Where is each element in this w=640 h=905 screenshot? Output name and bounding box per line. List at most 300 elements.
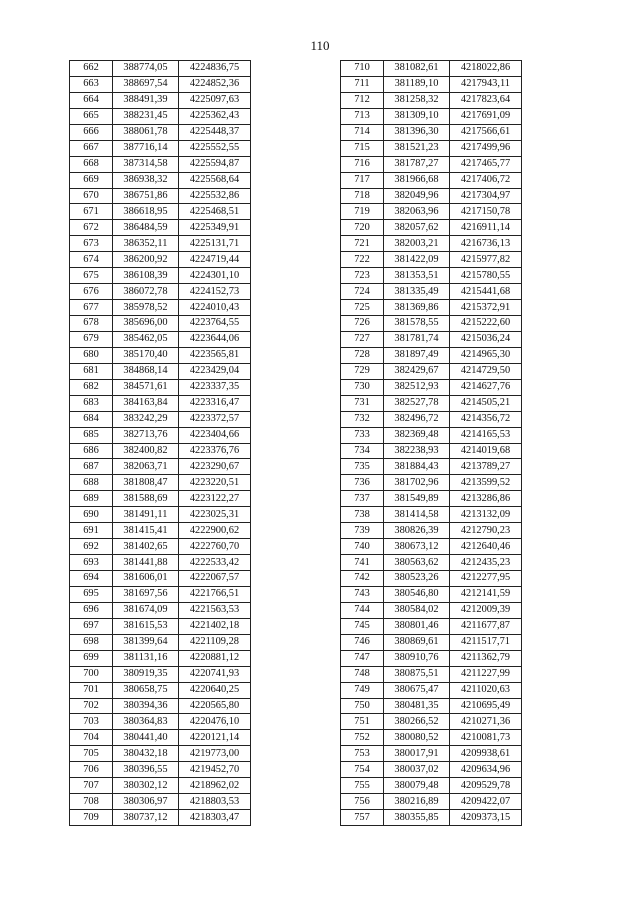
point-number-cell: 751 — [341, 714, 384, 730]
y-coordinate-cell: 4220565,80 — [179, 698, 251, 714]
point-number-cell: 732 — [341, 411, 384, 427]
table-row — [341, 427, 522, 443]
x-coordinate-cell: 381697,56 — [113, 586, 179, 602]
y-coordinate-cell: 4217406,72 — [450, 172, 522, 188]
y-coordinate-cell: 4215372,91 — [450, 300, 522, 316]
table-row — [70, 539, 251, 555]
y-coordinate-cell: 4223376,76 — [179, 443, 251, 459]
table-row — [341, 300, 522, 316]
table-row — [70, 730, 251, 746]
table-row — [341, 682, 522, 698]
table-row — [70, 491, 251, 507]
y-coordinate-cell: 4217304,97 — [450, 188, 522, 204]
point-number-cell: 687 — [70, 459, 113, 475]
point-number-cell: 699 — [70, 650, 113, 666]
table-row — [70, 300, 251, 316]
y-coordinate-cell: 4223220,51 — [179, 475, 251, 491]
x-coordinate-cell: 384163,84 — [113, 395, 179, 411]
y-coordinate-cell: 4211020,63 — [450, 682, 522, 698]
point-number-cell: 717 — [341, 172, 384, 188]
table-row — [70, 108, 251, 124]
y-coordinate-cell: 4221563,53 — [179, 602, 251, 618]
point-number-cell: 678 — [70, 316, 113, 332]
y-coordinate-cell: 4218303,47 — [179, 810, 251, 826]
y-coordinate-cell: 4215977,82 — [450, 252, 522, 268]
table-row — [341, 204, 522, 220]
y-coordinate-cell: 4225097,63 — [179, 92, 251, 108]
point-number-cell: 692 — [70, 539, 113, 555]
x-coordinate-cell: 386938,32 — [113, 172, 179, 188]
y-coordinate-cell: 4217566,61 — [450, 124, 522, 140]
table-row — [341, 156, 522, 172]
y-coordinate-cell: 4209634,96 — [450, 762, 522, 778]
y-coordinate-cell: 4212141,59 — [450, 586, 522, 602]
point-number-cell: 709 — [70, 810, 113, 826]
point-number-cell: 744 — [341, 602, 384, 618]
x-coordinate-cell: 381674,09 — [113, 602, 179, 618]
table-row — [70, 475, 251, 491]
point-number-cell: 686 — [70, 443, 113, 459]
table-row — [70, 698, 251, 714]
x-coordinate-cell: 382496,72 — [384, 411, 450, 427]
x-coordinate-cell: 383242,29 — [113, 411, 179, 427]
x-coordinate-cell: 381402,65 — [113, 539, 179, 555]
point-number-cell: 670 — [70, 188, 113, 204]
point-number-cell: 757 — [341, 810, 384, 826]
y-coordinate-cell: 4212277,95 — [450, 571, 522, 587]
table-row — [70, 427, 251, 443]
x-coordinate-cell: 382512,93 — [384, 379, 450, 395]
y-coordinate-cell: 4212009,39 — [450, 602, 522, 618]
x-coordinate-cell: 380216,89 — [384, 794, 450, 810]
point-number-cell: 680 — [70, 347, 113, 363]
table-row — [70, 523, 251, 539]
y-coordinate-cell: 4212640,46 — [450, 539, 522, 555]
x-coordinate-cell: 386072,78 — [113, 284, 179, 300]
table-row — [341, 268, 522, 284]
point-number-cell: 664 — [70, 92, 113, 108]
x-coordinate-cell: 387716,14 — [113, 140, 179, 156]
point-number-cell: 679 — [70, 331, 113, 347]
coordinate-table-right — [340, 60, 522, 826]
point-number-cell: 688 — [70, 475, 113, 491]
table-row — [70, 794, 251, 810]
point-number-cell: 672 — [70, 220, 113, 236]
table-row — [70, 188, 251, 204]
table-row — [70, 124, 251, 140]
y-coordinate-cell: 4220640,25 — [179, 682, 251, 698]
point-number-cell: 740 — [341, 539, 384, 555]
point-number-cell: 682 — [70, 379, 113, 395]
x-coordinate-cell: 381966,68 — [384, 172, 450, 188]
point-number-cell: 669 — [70, 172, 113, 188]
point-number-cell: 674 — [70, 252, 113, 268]
x-coordinate-cell: 388491,39 — [113, 92, 179, 108]
table-row — [70, 411, 251, 427]
y-coordinate-cell: 4224010,43 — [179, 300, 251, 316]
x-coordinate-cell: 388061,78 — [113, 124, 179, 140]
x-coordinate-cell: 380826,39 — [384, 523, 450, 539]
x-coordinate-cell: 381422,09 — [384, 252, 450, 268]
table-row — [341, 810, 522, 826]
table-row — [341, 284, 522, 300]
x-coordinate-cell: 381521,23 — [384, 140, 450, 156]
table-row — [341, 236, 522, 252]
x-coordinate-cell: 381335,49 — [384, 284, 450, 300]
table-row — [341, 124, 522, 140]
y-coordinate-cell: 4218022,86 — [450, 61, 522, 77]
point-number-cell: 711 — [341, 76, 384, 92]
y-coordinate-cell: 4214356,72 — [450, 411, 522, 427]
x-coordinate-cell: 380919,35 — [113, 666, 179, 682]
y-coordinate-cell: 4218962,02 — [179, 778, 251, 794]
x-coordinate-cell: 387314,58 — [113, 156, 179, 172]
y-coordinate-cell: 4220741,93 — [179, 666, 251, 682]
point-number-cell: 666 — [70, 124, 113, 140]
table-row — [341, 347, 522, 363]
point-number-cell: 738 — [341, 507, 384, 523]
x-coordinate-cell: 381369,86 — [384, 300, 450, 316]
x-coordinate-cell: 381588,69 — [113, 491, 179, 507]
table-row — [70, 762, 251, 778]
x-coordinate-cell: 381309,10 — [384, 108, 450, 124]
x-coordinate-cell: 386352,11 — [113, 236, 179, 252]
table-row — [341, 379, 522, 395]
table-row — [70, 571, 251, 587]
y-coordinate-cell: 4223025,31 — [179, 507, 251, 523]
y-coordinate-cell: 4223644,06 — [179, 331, 251, 347]
table-row — [341, 539, 522, 555]
x-coordinate-cell: 380432,18 — [113, 746, 179, 762]
table-row — [70, 459, 251, 475]
x-coordinate-cell: 381131,16 — [113, 650, 179, 666]
y-coordinate-cell: 4212435,23 — [450, 555, 522, 571]
table-row — [341, 602, 522, 618]
x-coordinate-cell: 380441,40 — [113, 730, 179, 746]
x-coordinate-cell: 380675,47 — [384, 682, 450, 698]
table-row — [70, 76, 251, 92]
table-row — [341, 108, 522, 124]
table-row — [341, 491, 522, 507]
y-coordinate-cell: 4210081,73 — [450, 730, 522, 746]
point-number-cell: 746 — [341, 634, 384, 650]
point-number-cell: 734 — [341, 443, 384, 459]
y-coordinate-cell: 4223316,47 — [179, 395, 251, 411]
table-row — [70, 220, 251, 236]
y-coordinate-cell: 4223372,57 — [179, 411, 251, 427]
table-row — [341, 586, 522, 602]
table-row — [341, 507, 522, 523]
point-number-cell: 729 — [341, 363, 384, 379]
point-number-cell: 745 — [341, 618, 384, 634]
y-coordinate-cell: 4214965,30 — [450, 347, 522, 363]
table-row — [70, 555, 251, 571]
y-coordinate-cell: 4223404,66 — [179, 427, 251, 443]
point-number-cell: 731 — [341, 395, 384, 411]
point-number-cell: 724 — [341, 284, 384, 300]
y-coordinate-cell: 4219773,00 — [179, 746, 251, 762]
y-coordinate-cell: 4216736,13 — [450, 236, 522, 252]
x-coordinate-cell: 381441,88 — [113, 555, 179, 571]
table-row — [70, 347, 251, 363]
page-number: 110 — [310, 38, 330, 53]
table-row — [341, 188, 522, 204]
table-row — [70, 331, 251, 347]
point-number-cell: 718 — [341, 188, 384, 204]
table-row — [70, 236, 251, 252]
point-number-cell: 733 — [341, 427, 384, 443]
point-number-cell: 684 — [70, 411, 113, 427]
x-coordinate-cell: 380801,46 — [384, 618, 450, 634]
table-row — [341, 395, 522, 411]
y-coordinate-cell: 4224852,36 — [179, 76, 251, 92]
y-coordinate-cell: 4223764,55 — [179, 316, 251, 332]
y-coordinate-cell: 4214165,53 — [450, 427, 522, 443]
x-coordinate-cell: 381353,51 — [384, 268, 450, 284]
table-row — [341, 746, 522, 762]
x-coordinate-cell: 380869,61 — [384, 634, 450, 650]
table-row — [341, 459, 522, 475]
point-number-cell: 721 — [341, 236, 384, 252]
table-row — [341, 634, 522, 650]
table-row — [341, 61, 522, 77]
x-coordinate-cell: 380584,02 — [384, 602, 450, 618]
y-coordinate-cell: 4213599,52 — [450, 475, 522, 491]
point-number-cell: 749 — [341, 682, 384, 698]
y-coordinate-cell: 4223429,04 — [179, 363, 251, 379]
x-coordinate-cell: 381606,01 — [113, 571, 179, 587]
point-number-cell: 707 — [70, 778, 113, 794]
table-row — [70, 172, 251, 188]
table-row — [341, 730, 522, 746]
table-row — [341, 76, 522, 92]
x-coordinate-cell: 381808,47 — [113, 475, 179, 491]
table-row — [341, 140, 522, 156]
table-row — [341, 92, 522, 108]
x-coordinate-cell: 380266,52 — [384, 714, 450, 730]
x-coordinate-cell: 385462,05 — [113, 331, 179, 347]
x-coordinate-cell: 386108,39 — [113, 268, 179, 284]
y-coordinate-cell: 4217943,11 — [450, 76, 522, 92]
point-number-cell: 696 — [70, 602, 113, 618]
x-coordinate-cell: 380017,91 — [384, 746, 450, 762]
table-row — [70, 140, 251, 156]
table-row — [70, 746, 251, 762]
x-coordinate-cell: 380563,62 — [384, 555, 450, 571]
table-row — [341, 698, 522, 714]
point-number-cell: 662 — [70, 61, 113, 77]
x-coordinate-cell: 381897,49 — [384, 347, 450, 363]
y-coordinate-cell: 4209422,07 — [450, 794, 522, 810]
table-row — [341, 762, 522, 778]
y-coordinate-cell: 4219452,70 — [179, 762, 251, 778]
table-row — [341, 778, 522, 794]
table-row — [341, 220, 522, 236]
x-coordinate-cell: 380302,12 — [113, 778, 179, 794]
y-coordinate-cell: 4213286,86 — [450, 491, 522, 507]
x-coordinate-cell: 381578,55 — [384, 316, 450, 332]
x-coordinate-cell: 381615,53 — [113, 618, 179, 634]
x-coordinate-cell: 380673,12 — [384, 539, 450, 555]
x-coordinate-cell: 382057,62 — [384, 220, 450, 236]
point-number-cell: 728 — [341, 347, 384, 363]
y-coordinate-cell: 4223337,35 — [179, 379, 251, 395]
point-number-cell: 710 — [341, 61, 384, 77]
y-coordinate-cell: 4210271,36 — [450, 714, 522, 730]
table-row — [341, 475, 522, 491]
table-row — [70, 714, 251, 730]
table-row — [70, 252, 251, 268]
y-coordinate-cell: 4217691,09 — [450, 108, 522, 124]
table-row — [70, 810, 251, 826]
point-number-cell: 700 — [70, 666, 113, 682]
x-coordinate-cell: 382238,93 — [384, 443, 450, 459]
point-number-cell: 689 — [70, 491, 113, 507]
y-coordinate-cell: 4220121,14 — [179, 730, 251, 746]
point-number-cell: 748 — [341, 666, 384, 682]
y-coordinate-cell: 4225568,64 — [179, 172, 251, 188]
y-coordinate-cell: 4222067,57 — [179, 571, 251, 587]
y-coordinate-cell: 4211362,79 — [450, 650, 522, 666]
table-row — [341, 523, 522, 539]
x-coordinate-cell: 380306,97 — [113, 794, 179, 810]
table-row — [70, 586, 251, 602]
x-coordinate-cell: 380658,75 — [113, 682, 179, 698]
x-coordinate-cell: 384868,14 — [113, 363, 179, 379]
table-row — [341, 411, 522, 427]
x-coordinate-cell: 381781,74 — [384, 331, 450, 347]
x-coordinate-cell: 381787,27 — [384, 156, 450, 172]
table-row — [70, 778, 251, 794]
y-coordinate-cell: 4225532,86 — [179, 188, 251, 204]
x-coordinate-cell: 385170,40 — [113, 347, 179, 363]
x-coordinate-cell: 388231,45 — [113, 108, 179, 124]
y-coordinate-cell: 4215441,68 — [450, 284, 522, 300]
point-number-cell: 667 — [70, 140, 113, 156]
y-coordinate-cell: 4220476,10 — [179, 714, 251, 730]
x-coordinate-cell: 381082,61 — [384, 61, 450, 77]
x-coordinate-cell: 388774,05 — [113, 61, 179, 77]
point-number-cell: 750 — [341, 698, 384, 714]
y-coordinate-cell: 4223290,67 — [179, 459, 251, 475]
y-coordinate-cell: 4209938,61 — [450, 746, 522, 762]
x-coordinate-cell: 382527,78 — [384, 395, 450, 411]
x-coordinate-cell: 386618,95 — [113, 204, 179, 220]
point-number-cell: 668 — [70, 156, 113, 172]
table-row — [341, 252, 522, 268]
table-row — [70, 379, 251, 395]
table-row — [70, 602, 251, 618]
point-number-cell: 735 — [341, 459, 384, 475]
table-row — [341, 794, 522, 810]
table-row — [70, 92, 251, 108]
table-row — [341, 571, 522, 587]
x-coordinate-cell: 381491,11 — [113, 507, 179, 523]
y-coordinate-cell: 4213132,09 — [450, 507, 522, 523]
y-coordinate-cell: 4225362,43 — [179, 108, 251, 124]
point-number-cell: 713 — [341, 108, 384, 124]
y-coordinate-cell: 4224152,73 — [179, 284, 251, 300]
x-coordinate-cell: 382063,71 — [113, 459, 179, 475]
point-number-cell: 701 — [70, 682, 113, 698]
table-row — [70, 682, 251, 698]
table-row — [341, 363, 522, 379]
y-coordinate-cell: 4217823,64 — [450, 92, 522, 108]
x-coordinate-cell: 380481,35 — [384, 698, 450, 714]
x-coordinate-cell: 382400,82 — [113, 443, 179, 459]
x-coordinate-cell: 381414,58 — [384, 507, 450, 523]
y-coordinate-cell: 4217465,77 — [450, 156, 522, 172]
table-row — [70, 284, 251, 300]
y-coordinate-cell: 4222760,70 — [179, 539, 251, 555]
point-number-cell: 723 — [341, 268, 384, 284]
point-number-cell: 676 — [70, 284, 113, 300]
point-number-cell: 756 — [341, 794, 384, 810]
y-coordinate-cell: 4214019,68 — [450, 443, 522, 459]
point-number-cell: 706 — [70, 762, 113, 778]
point-number-cell: 663 — [70, 76, 113, 92]
x-coordinate-cell: 385696,00 — [113, 316, 179, 332]
x-coordinate-cell: 386484,59 — [113, 220, 179, 236]
y-coordinate-cell: 4225349,91 — [179, 220, 251, 236]
y-coordinate-cell: 4212790,23 — [450, 523, 522, 539]
x-coordinate-cell: 381549,89 — [384, 491, 450, 507]
point-number-cell: 665 — [70, 108, 113, 124]
x-coordinate-cell: 381399,64 — [113, 634, 179, 650]
x-coordinate-cell: 380037,02 — [384, 762, 450, 778]
y-coordinate-cell: 4221402,18 — [179, 618, 251, 634]
x-coordinate-cell: 380396,55 — [113, 762, 179, 778]
point-number-cell: 703 — [70, 714, 113, 730]
coordinate-table-left — [69, 60, 251, 826]
y-coordinate-cell: 4225468,51 — [179, 204, 251, 220]
x-coordinate-cell: 386751,86 — [113, 188, 179, 204]
point-number-cell: 743 — [341, 586, 384, 602]
y-coordinate-cell: 4211517,71 — [450, 634, 522, 650]
y-coordinate-cell: 4221766,51 — [179, 586, 251, 602]
point-number-cell: 715 — [341, 140, 384, 156]
point-number-cell: 704 — [70, 730, 113, 746]
point-number-cell: 697 — [70, 618, 113, 634]
point-number-cell: 694 — [70, 571, 113, 587]
point-number-cell: 677 — [70, 300, 113, 316]
point-number-cell: 691 — [70, 523, 113, 539]
table-row — [341, 172, 522, 188]
point-number-cell: 742 — [341, 571, 384, 587]
x-coordinate-cell: 382049,96 — [384, 188, 450, 204]
y-coordinate-cell: 4209373,15 — [450, 810, 522, 826]
x-coordinate-cell: 380355,85 — [384, 810, 450, 826]
x-coordinate-cell: 382369,48 — [384, 427, 450, 443]
y-coordinate-cell: 4220881,12 — [179, 650, 251, 666]
y-coordinate-cell: 4225552,55 — [179, 140, 251, 156]
x-coordinate-cell: 380737,12 — [113, 810, 179, 826]
y-coordinate-cell: 4224301,10 — [179, 268, 251, 284]
x-coordinate-cell: 384571,61 — [113, 379, 179, 395]
x-coordinate-cell: 388697,54 — [113, 76, 179, 92]
y-coordinate-cell: 4223565,81 — [179, 347, 251, 363]
y-coordinate-cell: 4214729,50 — [450, 363, 522, 379]
y-coordinate-cell: 4221109,28 — [179, 634, 251, 650]
y-coordinate-cell: 4213789,27 — [450, 459, 522, 475]
point-number-cell: 695 — [70, 586, 113, 602]
x-coordinate-cell: 381396,30 — [384, 124, 450, 140]
point-number-cell: 727 — [341, 331, 384, 347]
y-coordinate-cell: 4215222,60 — [450, 316, 522, 332]
x-coordinate-cell: 382713,76 — [113, 427, 179, 443]
y-coordinate-cell: 4222900,62 — [179, 523, 251, 539]
point-number-cell: 720 — [341, 220, 384, 236]
